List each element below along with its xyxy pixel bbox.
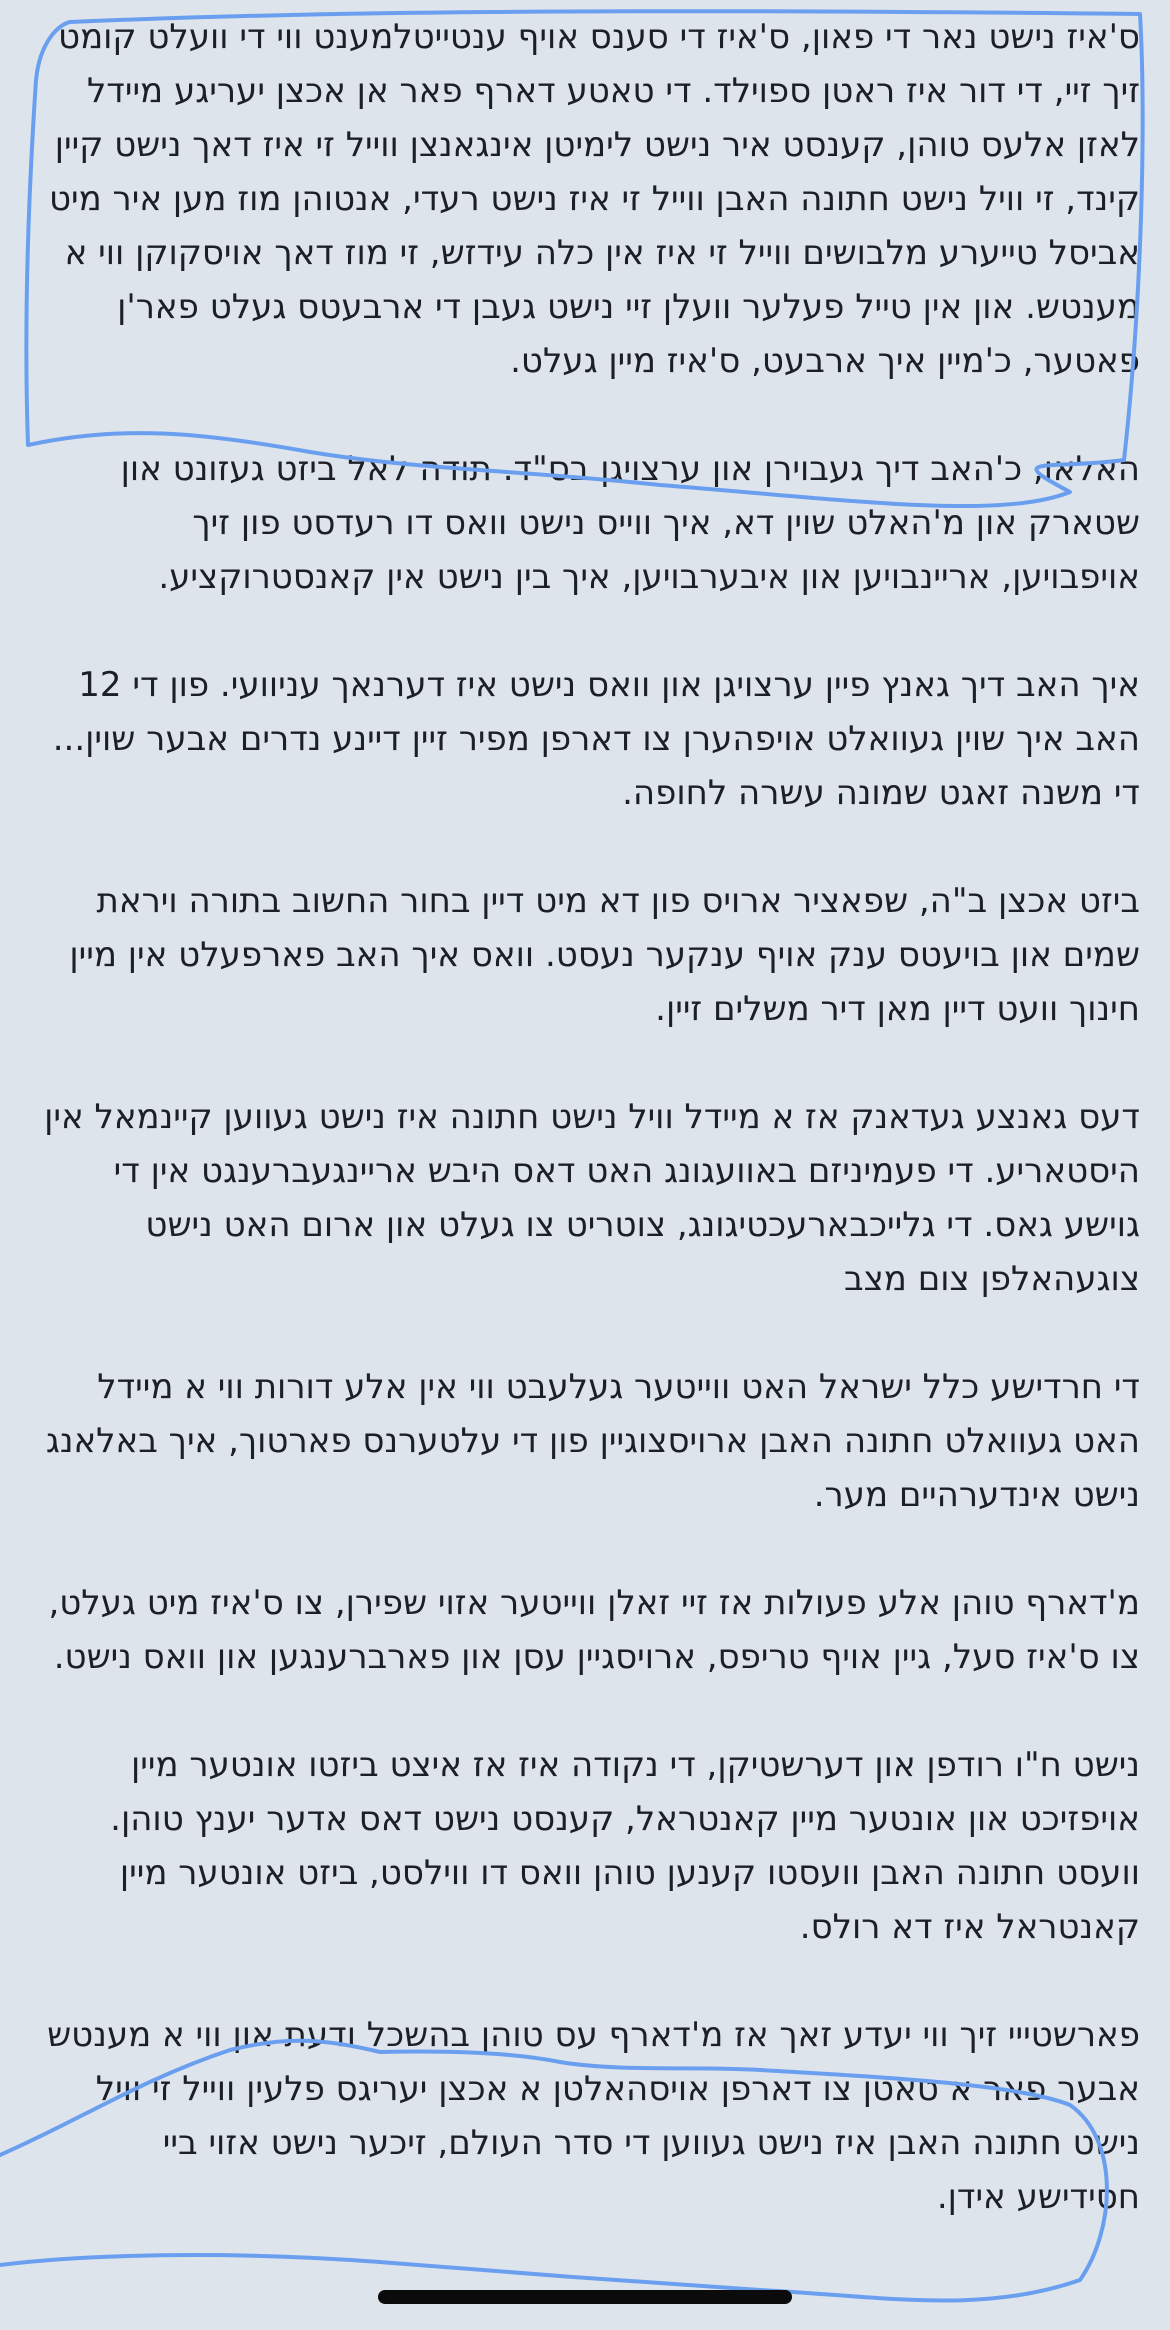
paragraph-7: מ'דארף טוהן אלע פעולות אז זיי זאלן ווייטער אזוי שפירן, צו ס'איז מיט געלט, צו ס'איז סעל, גיין אויף טריפס, ארויסגיין עסן און פארברענגען און וואס נישט. (48, 1583, 1140, 1677)
paragraph-9: פארשטייי זיך ווי יעדע זאך אז מ'דארף עס טוהן בהשכל ודעת און ווי א מענטש אבער פאר א טאטן צו דארפן אויסהאלטן א אכצן יעריגס פלעין ווייל זי וויל נישט חתונה האבן איז נישט געווען די סדר העולם, זיכער נישט אזוי ביי חסידישע אידן. (47, 2015, 1140, 2217)
document-body (44, 10, 1140, 2278)
paragraph-4: ביזט אכצן ב"ה, שפאציר ארויס פון דא מיט דיין בחור החשוב בתורה ויראת שמים און בויעטס ענק אויף ענקער נעסט. וואס איך האב פארפעלט אין מיין חינוך וועט דיין מאן דיר משלים זיין. (69, 881, 1140, 1029)
paragraph-8: נישט ח"ו רודפן און דערשטיקן, די נקודה איז אז איצט ביזטו אונטער מיין אויפזיכט און אונטער מיין קאנטראל, קענסט נישט דאס אדער יענץ טוהן. וועסט חתונה האבן וועסטו קענען טוהן וואס דו ווילסט, ביזט אונטער מיין קאנטראל איז דא רולס. (110, 1745, 1140, 1947)
home-indicator[interactable] (378, 2290, 792, 2304)
paragraph-6: די חרדישע כלל ישראל האט ווייטער געלעבט ווי אין אלע דורות ווי א מיידל האט געוואלט חתונה האבן ארויסצוגיין פון די עלטערנס פארטוך, איך באלאנג נישט אינדערהיים מער. (45, 1367, 1140, 1515)
paragraph-5: דעס גאנצע געדאנק אז א מיידל וויל נישט חתונה איז נישט געווען קיינמאל אין היסטאריע. די פעמיניזם באוועגונג האט דאס היבש אריינגעברענגט אין די גוישע גאס. די גלייכבארעכטיגונג, צוטריט צו געלט און ארום האט נישט צוגעהאלפן צום מצב (44, 1097, 1140, 1299)
paragraph-1: ס'איז נישט נאר די פאון, ס'איז די סענס אויף ענטייטלמענט ווי די וועלט קומט זיך זיי, די דור איז ראטן ספוילד. די טאטע דארף פאר אן אכצן יעריגע מיידל לאזן אלעס טוהן, קענסט איר נישט לימיטן אינגאנצן ווייל זי איז דאך נישט קיין קינד, זי וויל נישט חתונה האבן ווייל זי איז נישט רעדי, אנטוהן מוז מען איר מיט אביסל טייערע מלבושים ווייל זי איז אין כלה עידזש, זי מוז דאך אויסקוקן ווי א מענטש. און אין טייל פעלער וועלן זיי נישט געבן די ארבעטס געלט פאר'ן פאטער, כ'מיין איך ארבעט, ס'איז מיין געלט. (48, 17, 1140, 381)
paragraph-3: איך האב דיך גאנץ פיין ערצויגן און וואס נישט איז דערנאך עניוועי. פון די 12 האב איך שוין געוואלט אויפהערן צו דארפן מפיר זיין דיינע נדרים אבער שוין... די משנה זאגט שמונה עשרה לחופה. (52, 665, 1140, 813)
paragraph-2: האלאו, כ'האב דיך געבוירן און ערצויגן בס"ד. תודה לאל ביזט געזונט און שטארק און מ'האלט שוין דא, איך ווייס נישט וואס דו רעדסט פון זיך אויפבויען, אריינבויען און איבערבויען, איך בין נישט אין קאנסטרוקציע. (120, 449, 1140, 597)
